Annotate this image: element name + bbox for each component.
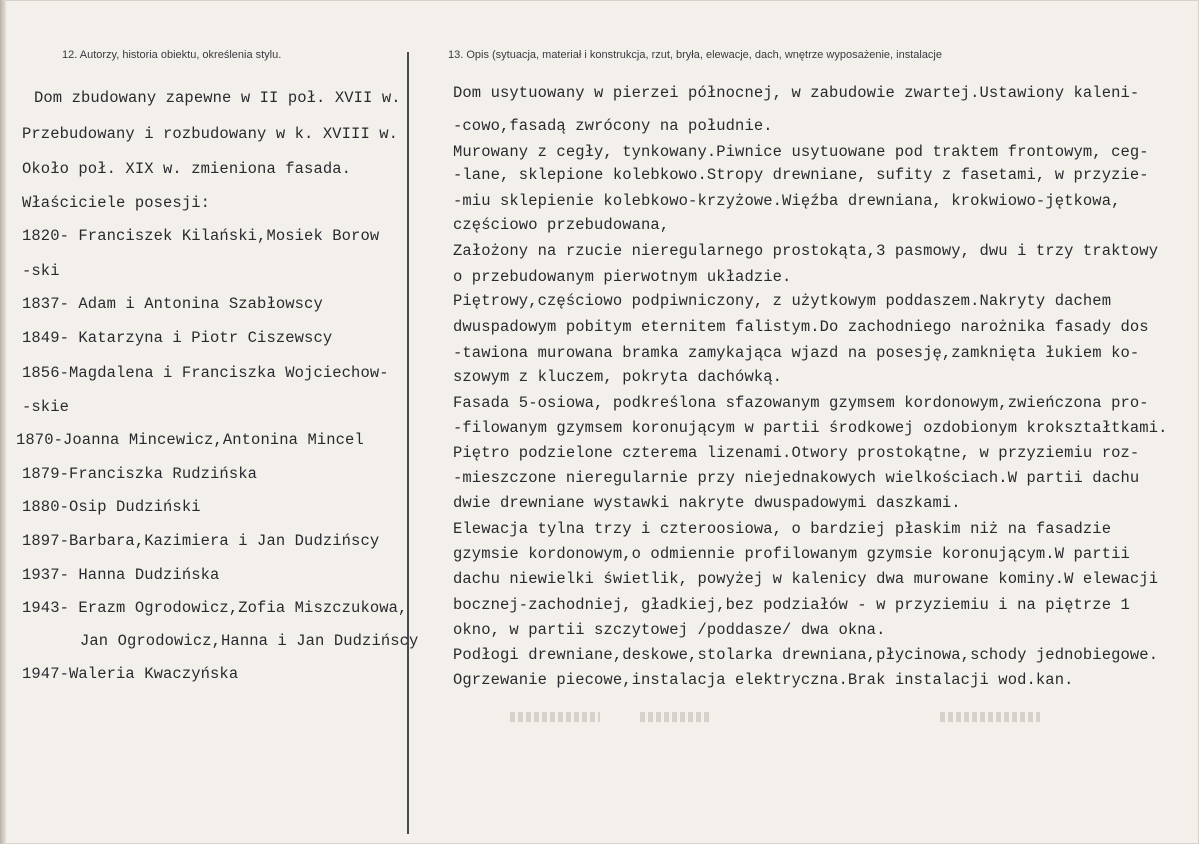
history-line: Około poł. XIX w. zmieniona fasada. [22, 160, 352, 178]
header-left: 12. Autorzy, historia obiektu, określenia stylu. [62, 49, 282, 61]
owner-entry: 1849- Katarzyna i Piotr Ciszewscy [22, 329, 333, 347]
description-line: -lane, sklepione kolebkowo.Stropy drewniane, sufity z fasetami, w przyzie- [453, 166, 1149, 184]
owner-entry: 1897-Barbara,Kazimiera i Jan Dudzińscy [22, 532, 380, 550]
history-line: Właściciele posesji: [22, 194, 211, 212]
owner-entry: 1870-Joanna Mincewicz,Antonina Mincel [16, 431, 364, 449]
description-line: gzymsie kordonowym,o odmiennie profilowanym gzymsie koronującym.W partii [453, 545, 1130, 563]
owner-entry: 1880-Osip Dudziński [22, 498, 201, 516]
owner-entry: 1947-Waleria Kwaczyńska [22, 665, 239, 683]
owner-entry: -skie [22, 398, 70, 416]
description-line: -mieszczone nieregularnie przy niejednakowych wielkościach.W partii dachu [453, 469, 1140, 487]
description-line: Dom usytuowany w pierzei północnej, w zabudowie zwartej.Ustawiony kaleni- [453, 84, 1140, 102]
description-line: Założony na rzucie nieregularnego prostokąta,3 pasmowy, dwu i trzy traktowy [453, 242, 1159, 260]
card-edge [0, 0, 6, 844]
history-line: Dom zbudowany zapewne w II poł. XVII w. [34, 89, 401, 107]
description-line: -tawiona murowana bramka zamykająca wjazd na posesję,zamknięta łukiem ko- [453, 344, 1140, 362]
description-line: Piętrowy,częściowo podpiwniczony, z użytkowym poddaszem.Nakryty dachem [453, 292, 1112, 310]
description-line: Fasada 5-osiowa, podkreślona sfazowanym gzymsem kordonowym,zwieńczona pro- [453, 394, 1149, 412]
description-line: częściowo przebudowana, [453, 216, 670, 234]
description-line: okno, w partii szczytowej /poddasze/ dwa okna. [453, 621, 886, 639]
description-line: Elewacja tylna trzy i czteroosiowa, o bardziej płaskim niż na fasadzie [453, 520, 1112, 538]
description-line: dachu niewielki świetlik, powyżej w kalenicy dwa murowane kominy.W elewacji [453, 570, 1159, 588]
owner-entry: 1943- Erazm Ogrodowicz,Zofia Miszczukowa, [22, 599, 408, 617]
history-line: Przebudowany i rozbudowany w k. XVIII w. [22, 125, 399, 143]
description-line: dwie drewniane wystawki nakryte dwuspadowymi daszkami. [453, 494, 961, 512]
description-line: -filowanym gzymsem koronującym w partii środkowej ozdobionym krokształtkami. [453, 419, 1168, 437]
description-line: o przebudowanym pierwotnym układzie. [453, 268, 792, 286]
header-right: 13. Opis (sytuacja, materiał i konstrukcja, rzut, bryła, elewacje, dach, wnętrze wyposażenie, instalacje [448, 49, 942, 61]
description-line: -miu sklepienie kolebkowo-krzyżowe.Więźba drewniana, krokwiowo-jętkowa, [453, 192, 1121, 210]
description-line: Murowany z cegły, tynkowany.Piwnice usytuowane pod traktem frontowym, ceg- [453, 143, 1149, 161]
description-line: -cowo,fasadą zwrócony na południe. [453, 117, 773, 135]
description-line: bocznej-zachodniej, gładkiej,bez podziałów - w przyziemiu i na piętrze 1 [453, 596, 1130, 614]
bleed-through-mark [640, 712, 710, 722]
description-line: dwuspadowym pobitym eternitem falistym.Do zachodniego narożnika fasady dos [453, 318, 1149, 336]
owner-entry: -ski [22, 262, 60, 280]
bleed-through-mark [510, 712, 600, 722]
owner-entry: Jan Ogrodowicz,Hanna i Jan Dudzińscy [80, 632, 419, 650]
column-divider [407, 52, 409, 834]
owner-entry: 1856-Magdalena i Franciszka Wojciechow- [22, 364, 389, 382]
owner-entry: 1820- Franciszek Kilański,Mosiek Borow [22, 227, 380, 245]
description-line: Piętro podzielone czterema lizenami.Otwory prostokątne, w przyziemiu roz- [453, 444, 1140, 462]
bleed-through-mark [940, 712, 1040, 722]
description-line: szowym z kluczem, pokryta dachówką. [453, 368, 783, 386]
owner-entry: 1879-Franciszka Rudzińska [22, 465, 258, 483]
owner-entry: 1937- Hanna Dudzińska [22, 566, 220, 584]
description-line: Podłogi drewniane,deskowe,stolarka drewniana,płycinowa,schody jednobiegowe. [453, 646, 1159, 664]
owner-entry: 1837- Adam i Antonina Szabłowscy [22, 295, 323, 313]
description-line: Ogrzewanie piecowe,instalacja elektryczna.Brak instalacji wod.kan. [453, 671, 1074, 689]
